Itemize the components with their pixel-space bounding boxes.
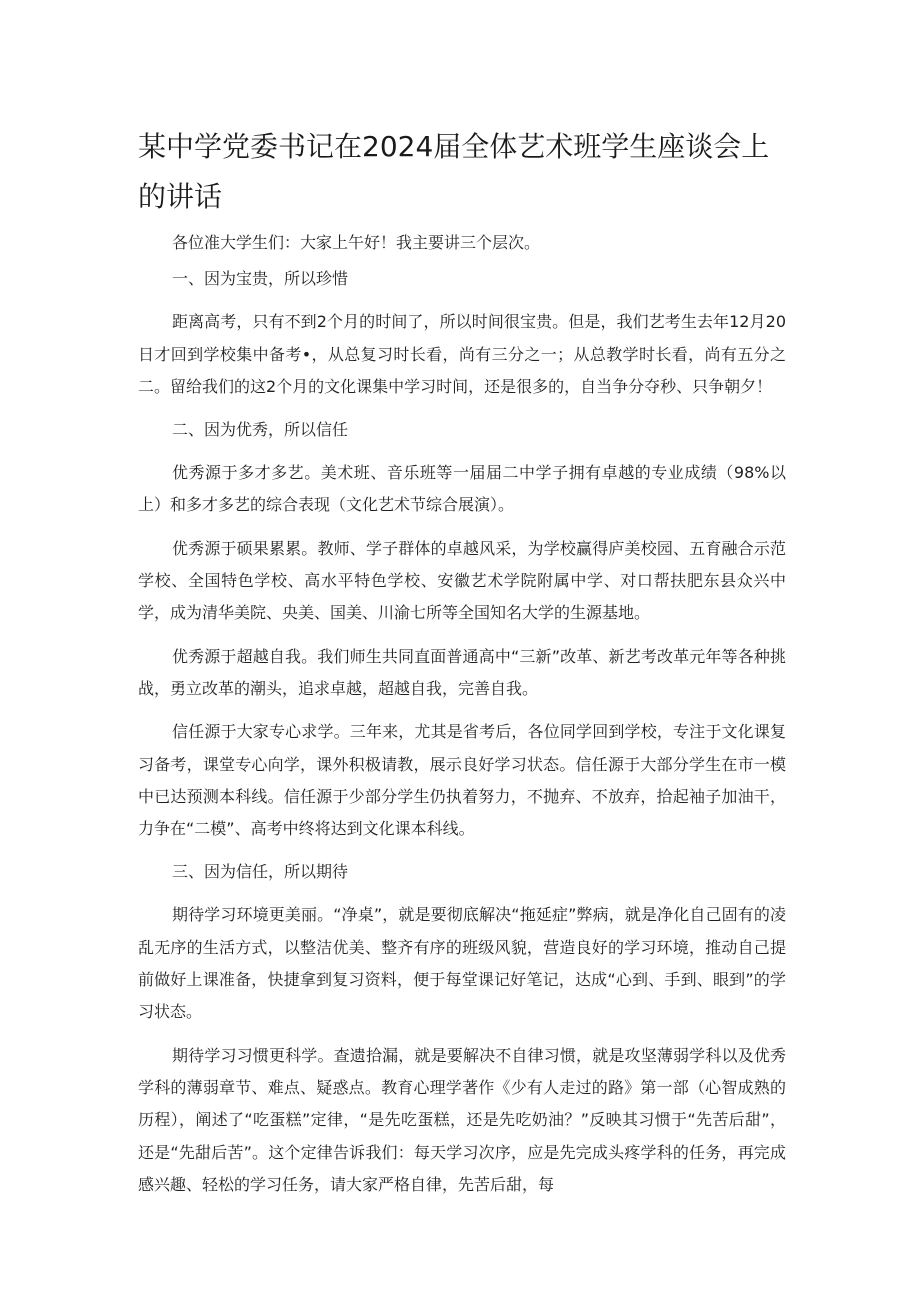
greeting-paragraph: 各位准大学生们：大家上午好！我主要讲三个层次。 (172, 233, 541, 252)
section-heading-1: 一、因为宝贵，所以珍惜 (172, 269, 349, 289)
section-heading-2: 二、因为优秀，所以信任 (172, 420, 349, 440)
section-2-paragraph-2: 优秀源于硕果累累。教师、学子群体的卓越风采，为学校赢得庐美校园、五育融合示范学校、全国特色学校、高水平特色学校、安徽艺术学院附属中学、对口帮扶肥东县众兴中学，成为清华美院、央美、国美、川渝七所等全国知名大学的生源基地。 (138, 538, 786, 623)
section-heading-3: 三、因为信任，所以期待 (172, 862, 349, 882)
section-2-paragraph-1: 优秀源于多才多艺。美术班、音乐班等一届届二中学子拥有卓越的专业成绩（98%以上）和多才多艺的综合表现（文化艺术节综合展演）。 (138, 463, 786, 515)
section-1-paragraph-1: 距离高考，只有不到2个月的时间了，所以时间很宝贵。但是，我们艺考生去年12月20日才回到学校集中备考•，从总复习时长看，尚有三分之一；从总教学时长看，尚有五分之二。留给我们的这2个月的文化课集中学习时间，还是很多的，自当争分夺秒、只争朝夕！ (138, 312, 786, 396)
section-2-paragraph-4: 信任源于大家专心求学。三年来，尤其是省考后，各位同学回到学校，专注于文化课复习备考，课堂专心向学，课外积极请教，展示良好学习状态。信任源于大部分学生在市一模中已达预测本科线。信任源于少部分学生仍执着努力，不抛弃、不放弃，拾起袖子加油干，力争在“二模”、高考中终将达到文化课本科线。 (138, 722, 786, 839)
document-body (138, 227, 786, 1201)
document-title: 某中学党委书记在2024届全体艺术班学生座谈会上的讲话 (138, 130, 770, 213)
section-2-paragraph-3: 优秀源于超越自我。我们师生共同直面普通高中“三新”改革、新艺考改革元年等各种挑战，勇立改革的潮头，追求卓越，超越自我，完善自我。 (138, 646, 786, 698)
section-3-paragraph-1: 期待学习环境更美丽。“净桌”，就是要彻底解决“拖延症”弊病，就是净化自己固有的凌乱无序的生活方式，以整洁优美、整齐有序的班级风貌，营造良好的学习环境，推动自己提前做好上课准备，快捷拿到复习资料，便于每堂课记好笔记，达成“心到、手到、眼到”的学习状态。 (138, 905, 786, 1022)
section-3-paragraph-2: 期待学习习惯更科学。查遗拾漏，就是要解决不自律习惯，就是攻坚薄弱学科以及优秀学科的薄弱章节、难点、疑惑点。教育心理学著作《少有人走过的路》第一部（心智成熟的历程），阐述了“吃蛋糕”定律，“是先吃蛋糕，还是先吃奶油？”反映其习惯于“先苦后甜”，还是“先甜后苦”。这个定律告诉我们：每天学习次序，应是先完成头疼学科的任务，再完成感兴趣、轻松的学习任务，请大家严格自律，先苦后甜，每 (138, 1045, 786, 1194)
